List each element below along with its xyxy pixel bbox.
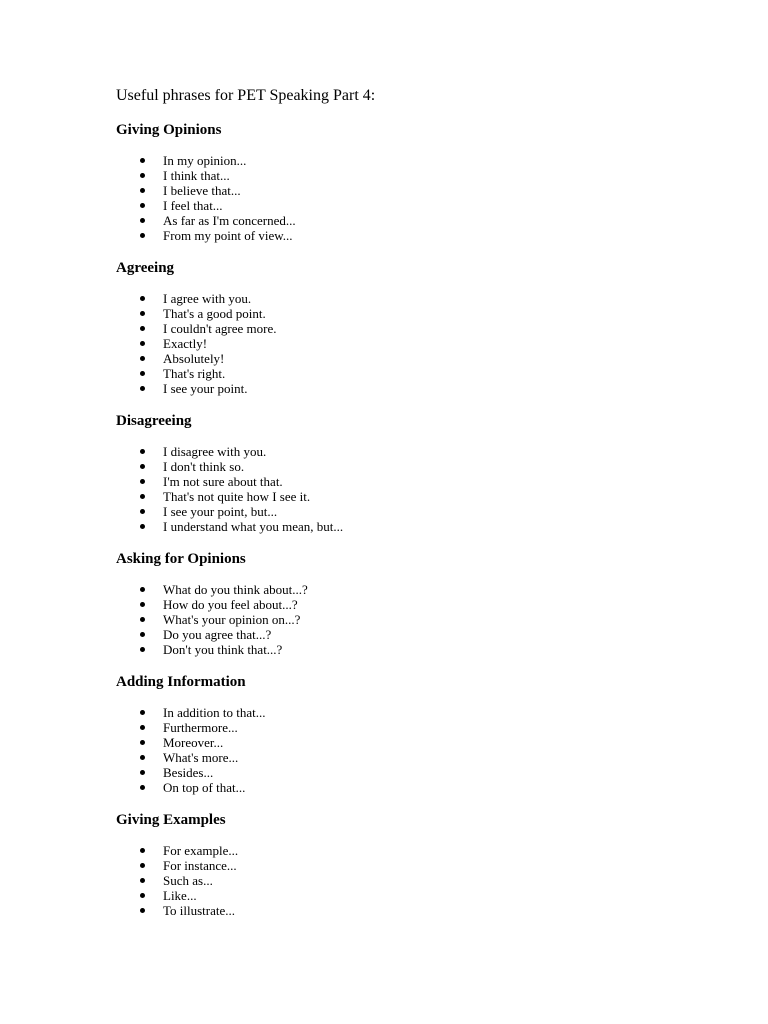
list-item [116, 642, 736, 657]
section-asking-for-opinions [116, 549, 736, 657]
list-item [116, 306, 736, 321]
phrase-text: How do you feel about...? [163, 597, 298, 612]
phrase-text: Don't you think that...? [163, 642, 283, 657]
phrase-text: What do you think about...? [163, 582, 308, 597]
phrase-list [116, 843, 736, 918]
list-item [116, 183, 736, 198]
phrase-text: I see your point, but... [163, 504, 278, 519]
bullet-icon [140, 509, 145, 514]
list-item [116, 444, 736, 459]
list-item [116, 765, 736, 780]
phrase-text: In addition to that... [163, 705, 266, 720]
phrase-text: I believe that... [163, 183, 241, 198]
list-item [116, 321, 736, 336]
phrase-text: I couldn't agree more. [163, 321, 277, 336]
bullet-icon [140, 464, 145, 469]
phrase-text: Furthermore... [163, 720, 238, 735]
bullet-icon [140, 908, 145, 913]
bullet-icon [140, 296, 145, 301]
bullet-icon [140, 218, 145, 223]
bullet-icon [140, 785, 145, 790]
bullet-icon [140, 524, 145, 529]
document-title: Useful phrases for PET Speaking Part 4: [116, 87, 376, 104]
phrase-text: I agree with you. [163, 291, 252, 306]
list-item [116, 168, 736, 183]
section-giving-opinions [116, 120, 736, 243]
section-disagreeing [116, 411, 736, 534]
bullet-icon [140, 863, 145, 868]
bullet-icon [140, 371, 145, 376]
bullet-icon [140, 173, 145, 178]
phrase-text: What's your opinion on...? [163, 612, 301, 627]
bullet-icon [140, 710, 145, 715]
phrase-list [116, 153, 736, 243]
bullet-icon [140, 356, 145, 361]
bullet-icon [140, 893, 145, 898]
bullet-icon [140, 311, 145, 316]
bullet-icon [140, 188, 145, 193]
phrase-text: That's right. [163, 366, 226, 381]
bullet-icon [140, 326, 145, 331]
phrase-text: I feel that... [163, 198, 223, 213]
list-item [116, 873, 736, 888]
list-item [116, 213, 736, 228]
list-item [116, 720, 736, 735]
section-heading: Agreeing [116, 260, 175, 276]
phrase-text: Do you agree that...? [163, 627, 272, 642]
bullet-icon [140, 203, 145, 208]
list-item [116, 903, 736, 918]
phrase-text: Moreover... [163, 735, 224, 750]
section-agreeing [116, 258, 736, 396]
bullet-icon [140, 233, 145, 238]
phrase-text: I don't think so. [163, 459, 245, 474]
phrase-text: I think that... [163, 168, 230, 183]
list-item [116, 504, 736, 519]
bullet-icon [140, 770, 145, 775]
list-item [116, 597, 736, 612]
bullet-icon [140, 725, 145, 730]
phrase-text: Besides... [163, 765, 214, 780]
bullet-icon [140, 341, 145, 346]
bullet-icon [140, 848, 145, 853]
list-item [116, 627, 736, 642]
list-item [116, 705, 736, 720]
bullet-icon [140, 755, 145, 760]
bullet-icon [140, 386, 145, 391]
section-heading: Asking for Opinions [116, 551, 246, 567]
bullet-icon [140, 449, 145, 454]
bullet-icon [140, 479, 145, 484]
phrase-text: What's more... [163, 750, 239, 765]
list-item [116, 888, 736, 903]
bullet-icon [140, 617, 145, 622]
bullet-icon [140, 494, 145, 499]
phrase-text: To illustrate... [163, 903, 236, 918]
bullet-icon [140, 158, 145, 163]
phrase-list [116, 582, 736, 657]
phrase-text: I see your point. [163, 381, 248, 396]
phrase-text: On top of that... [163, 780, 246, 795]
section-heading: Giving Examples [116, 812, 226, 828]
phrase-list [116, 705, 736, 795]
document-page [116, 86, 736, 933]
section-heading: Adding Information [116, 674, 246, 690]
phrase-text: In my opinion... [163, 153, 247, 168]
list-item [116, 228, 736, 243]
bullet-icon [140, 632, 145, 637]
phrase-text: As far as I'm concerned... [163, 213, 296, 228]
list-item [116, 198, 736, 213]
phrase-text: Absolutely! [163, 351, 225, 366]
phrase-text: For example... [163, 843, 239, 858]
phrase-list [116, 444, 736, 534]
list-item [116, 780, 736, 795]
bullet-icon [140, 878, 145, 883]
list-item [116, 489, 736, 504]
list-item [116, 381, 736, 396]
section-giving-examples [116, 810, 736, 918]
phrase-text: For instance... [163, 858, 237, 873]
phrase-text: Such as... [163, 873, 213, 888]
phrase-text: I'm not sure about that. [163, 474, 283, 489]
list-item [116, 336, 736, 351]
section-adding-information [116, 672, 736, 795]
list-item [116, 843, 736, 858]
list-item [116, 582, 736, 597]
list-item [116, 366, 736, 381]
phrase-text: Exactly! [163, 336, 208, 351]
list-item [116, 519, 736, 534]
list-item [116, 351, 736, 366]
phrase-text: I disagree with you. [163, 444, 267, 459]
phrase-text: I understand what you mean, but... [163, 519, 344, 534]
phrase-text: Like... [163, 888, 197, 903]
list-item [116, 153, 736, 168]
list-item [116, 858, 736, 873]
list-item [116, 750, 736, 765]
bullet-icon [140, 740, 145, 745]
list-item [116, 612, 736, 627]
phrase-text: That's a good point. [163, 306, 266, 321]
list-item [116, 291, 736, 306]
bullet-icon [140, 602, 145, 607]
section-heading: Giving Opinions [116, 122, 222, 138]
list-item [116, 474, 736, 489]
list-item [116, 735, 736, 750]
bullet-icon [140, 587, 145, 592]
phrase-list [116, 291, 736, 396]
list-item [116, 459, 736, 474]
phrase-text: That's not quite how I see it. [163, 489, 311, 504]
bullet-icon [140, 647, 145, 652]
phrase-text: From my point of view... [163, 228, 293, 243]
section-heading: Disagreeing [116, 413, 192, 429]
